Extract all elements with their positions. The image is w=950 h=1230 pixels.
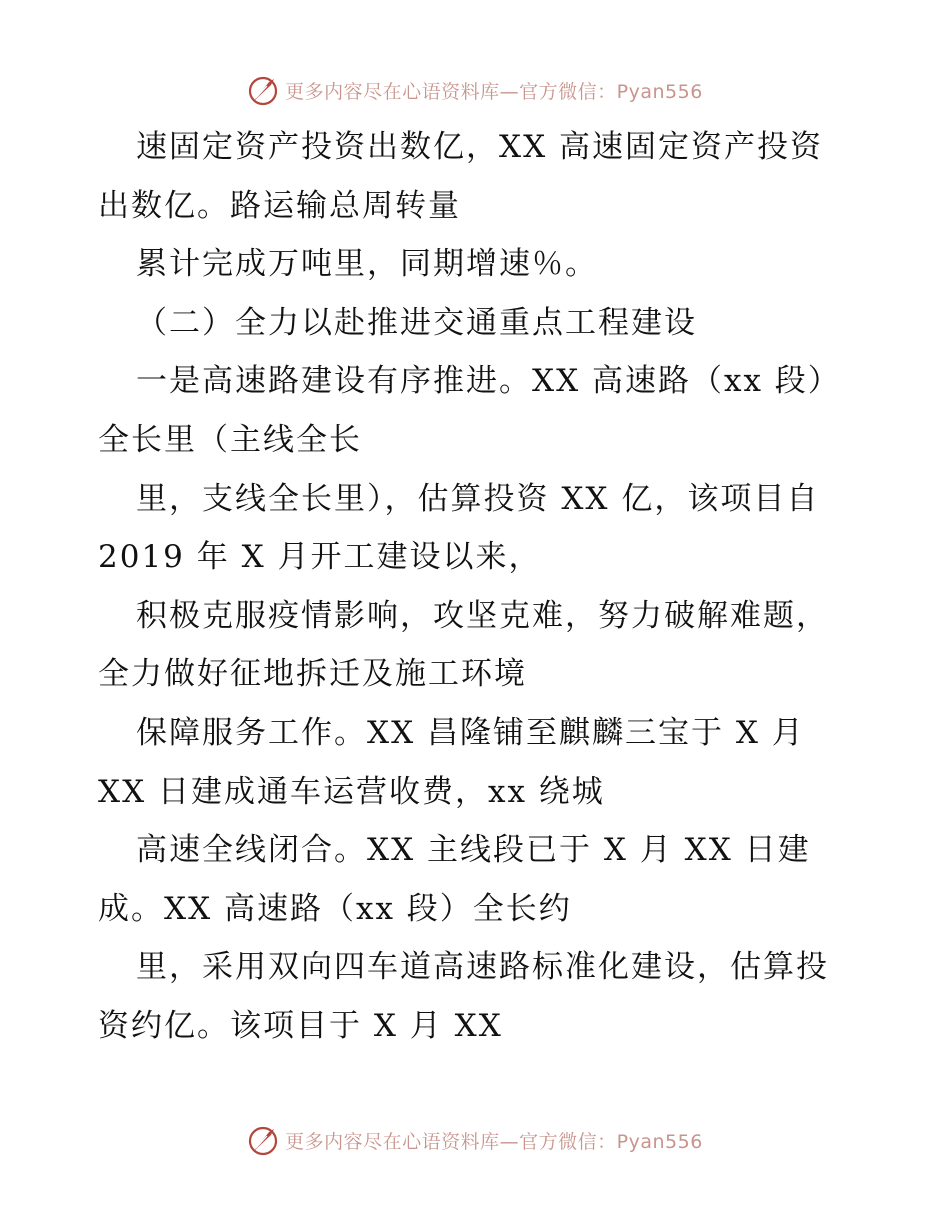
watermark-text: 更多内容尽在心语资料库—官方微信：Pyan556 — [285, 80, 703, 103]
paragraph-line: 保障服务工作。XX 昌隆铺至麒麟三宝于 X 月 — [136, 714, 805, 751]
header-watermark — [0, 72, 950, 108]
paragraph-line: 全力做好征地拆迁及施工环境 — [98, 656, 527, 693]
paragraph-line: 一是高速路建设有序推进。XX 高速路（xx 段） — [136, 363, 841, 400]
paragraph-line: 累计完成万吨里，同期增速％。 — [136, 246, 598, 283]
paragraph-line: 速固定资产投资出数亿，XX 高速固定资产投资 — [136, 129, 823, 165]
paragraph-line: 全长里（主线全长 — [98, 421, 362, 458]
paragraph-line: 高速全线闭合。XX 主线段已于 X 月 XX 日建 — [136, 832, 811, 869]
footer-watermark — [0, 1122, 950, 1158]
paragraph-line: 成。XX 高速路（xx 段）全长约 — [98, 890, 572, 927]
paragraph-line: 出数亿。路运输总周转量 — [98, 187, 461, 224]
watermark-text: 更多内容尽在心语资料库—官方微信：Pyan556 — [285, 1130, 703, 1153]
paragraph-line: XX 日建成通车运营收费，xx 绕城 — [98, 773, 605, 810]
paragraph-line: 积极克服疫情影响，攻坚克难，努力破解难题， — [136, 597, 829, 634]
paragraph-line: 里，支线全长里），估算投资 XX 亿，该项目自 — [136, 480, 820, 517]
paragraph-line: 里，采用双向四车道高速路标准化建设，估算投 — [136, 949, 829, 986]
quill-pen-logo-icon — [247, 74, 279, 106]
paragraph-line: 2019 年 X 月开工建设以来， — [98, 539, 542, 576]
paragraph-line: （二）全力以赴推进交通重点工程建设 — [136, 304, 697, 341]
paragraph-line: 资约亿。该项目于 X 月 XX — [98, 1007, 503, 1044]
quill-pen-logo-icon — [247, 1124, 279, 1156]
document-body — [98, 118, 858, 1056]
